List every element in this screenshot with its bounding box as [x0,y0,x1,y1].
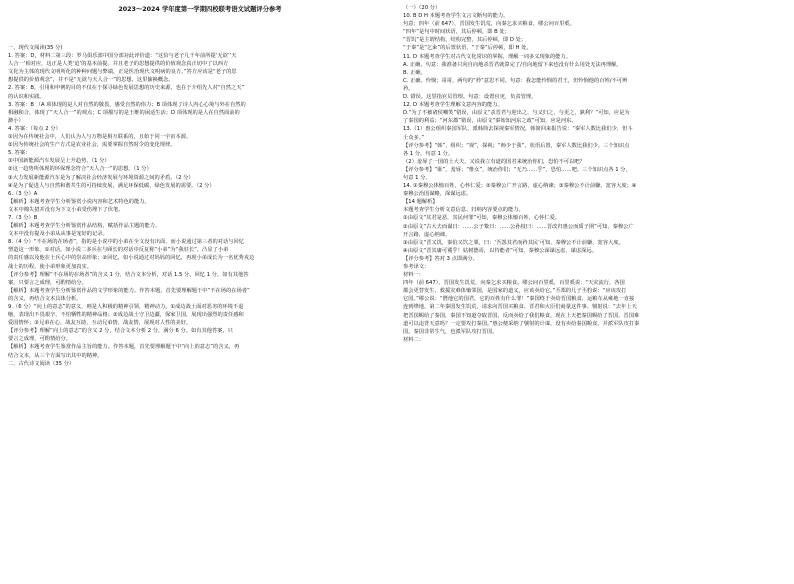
right-column-line: C. 正确。怜悯；哥哥。两句的“矜”意思不同。句意：我怎能怜悯的君王，但怜悯他的百姓/不可辨 [403,77,628,84]
left-column-line: 【解析】本题考查学生分析鉴赏小说内容和艺术特色的能力。 [8,198,150,205]
right-column-line: ③由原文“晋又饥，秦伯又饩之粟，曰：‘吾怨其君而矜其民’可知，秦穆公不计前嫌，宽容大度。 [403,239,624,246]
page-title: 2023～2024 学年度第一学期四校联考语文试题评分参考 [118,6,282,13]
left-column-line: 【解析】本题考查学生分析鉴赏作品的文学形象的能力。作答本题，首先要理解题干中“不在场的在场者” [8,287,250,294]
right-column-line: 10. B D H 本题考查学生文言文断句的能力。 [403,13,509,20]
right-column-line: 11. D 本题考查学生对古代文化常识的掌握，理解一词多义现象的能力。 [403,53,571,60]
right-column-line: 材料二： [403,336,424,343]
left-column-line: 【评分参考】理解“不在场的在场者”的含义 1 分，结合文本分析，对话 1.5 分，回忆 1 分。如有其他答 [8,271,249,278]
left-column-line: ③大力发展新能源汽车是为了解决社会经济发展与环境资源之间的矛盾。（2 分） [8,174,194,181]
left-column-line: 结合文本，从三个方面写出其中的精神。 [8,352,103,359]
right-column-line: 士众多。” [403,134,425,141]
left-column-line: 的责任感以及他在士兵心中的崇高形象；②回忆，如小说通过对妈妈的回忆，再现小弟成长为一名优秀戎边 [8,255,255,262]
left-column-line: 战士的历程，使小弟形象更加真实。 [8,263,92,270]
left-column-line: 9.（6 分）“向上的意志”的意义，则是人积极的精神引领，精神动力。①成边战士面对恶劣的环境不退 [8,304,244,310]
left-column-line: 文本中棉失措并没有为下文小弟受伤埋下了伏笔。 [8,206,124,213]
right-column-line: 14. ①秦穆公体恤百姓，心怀仁爱；②秦穆公广开言路，虚心纳谏；③秦穆公不计前嫌，宽容大度；④ [403,183,637,190]
left-column-line: ④是为了促进人与自然和谐共生的可持续发展，满足环保低碳、绿色发展的需要。（2 分） [8,182,215,189]
left-column-line: 3. 答案：B （A 项体现的是人对自然的敬畏，感受自然的伟力；B 项体现了诗人内心心境与外在自然的 [8,101,246,108]
right-column-line: 连到绛地。第二年秦国发生饥荒，请求向晋国买粮食。晋君和大臣们商量这件事。號射说：“去年上天 [403,304,637,311]
right-column-line: 各 1 分，句意 1 分。 [403,150,454,157]
right-column-line: 本题考查学生分析文意信息、归纳内容要点的能力。 [403,207,524,214]
left-column-line: 二、古代诗文阅读（35 分） [8,360,75,367]
right-column-line: ①由原文“其君是恶，其民何罪”可知，秦穆公体恤百姓，心怀仁爱。 [403,215,561,222]
right-column-line: （一）（20 分） [403,5,441,11]
left-column-line: 缩，表现出不畏艰辛，不怕牺牲的精神品格；②成边战士守卫边疆，保家卫国，展现出强烈的责任感和 [8,312,244,319]
left-column-line: ②这一趋势所体现的环保理念符合“天人合一”的思想。（1 分） [8,166,152,173]
right-column-line: D. 错误。这里指官员管理。句意：设置官吏，负责管理。 [403,94,537,101]
left-column-line: 5. 答案： [8,150,31,157]
left-column [8,44,388,584]
right-column-line: 12. D 本题考查学生理解文意内容的能力。 [403,102,503,109]
right-column-line: “于秦”是“乞籴”的后置状语，“于秦”后停顿，即 H 处。 [403,45,532,52]
right-column-line: （2）羞辱了一国的土大夫，又说我立有道的国君来统治你们，恐怕不可以吧？ [403,158,585,165]
right-column-line: ②由原文“古大夫而谋日：……公子絷曰：……公孙枝曰：……晋改归惠公而质子圉”可知，秦穆公广 [403,223,634,230]
right-column-line: 它国。”缪公说：“僭他它的国君，它的百姓有什么罪！”秦国终于卖给晋国粮食，运粮车从雍地一直接 [403,296,635,303]
right-column-line: 把晋国赐给了秦国，秦国不知道夺取晋国，反而卖给了我们粮食。现在上天把秦国赐给了晋国，晋国难 [403,312,640,319]
left-column-line: 【解析】本题考查学生鉴赏作品主旨的能力。作答本题，首先要理解题干中“向上的意志”的含义，再 [8,344,240,351]
left-column-line: 4. 答案：（每点 2 分） [8,125,61,132]
right-column-line: 都会更替发生，救援灾难体恤邻国，是国家的道义，应该卖给它。”丕郑的儿子丕豹说：“应该攻打 [403,288,627,295]
right-column-line: 句意：四年（前 647），晋国发生饥荒，向秦乞求买粮食。缪公问百里奚。 [403,21,575,28]
left-column-line: 案，只要言之成理，可酌情给分。 [8,279,87,286]
right-column-line: B. 正确。 [403,69,426,76]
right-column-line: 矜。 [403,85,414,92]
left-column-line: 人合一’相对应，这正是人类‘迫’的基本前提。并且老子的思想提供的价值观念真正切中了以西方 [8,61,229,68]
left-column-line: 相融和合，体现了“天人合一”的观点；C 项描写的是王维的闲适生活；D 项体现的是人在自然面前的 [8,109,240,116]
right-column-line: 【14 题解析】 [403,199,438,206]
right-column-line: “四年”是句中时间状语，其后停顿，即 B 处； [403,29,510,36]
left-column-line: 爱国情怀；③兄弟在心，战友互助，互动兄弟情，战友情，展现对人性的美好。 [8,320,192,327]
left-column-line: ①中国新能源汽车发展呈上升趋势。（1 分） [8,158,110,165]
right-column-line: D.“为了不被诸侯嘲笑”错误，由原文“杀晋君与迎出之，与义归之，与更之，孰利？”可知，应是为 [403,110,630,117]
right-column-line: 【评分参考】答对 3 点即满分。 [403,255,478,262]
right-column-line: 秦穆公治国谋略，深谋远虑。 [403,191,472,198]
right-column-line: 开言路，虚心纳谏。 [403,231,451,238]
right-column-line: 13.（1）惠公组织秦国军队，派韩简去探视秦军情况，韩简回来报告说：“秦军人数比我们少，但斗 [403,126,633,133]
left-column-line: 文本中没有提及小弟从从事是宠好的记录。 [8,231,108,238]
left-column-line: 【评分参考】理解“向上的意志”的含义 2 分，结合文本分析 2 分，满分 6 分。如有其他答案，只 [8,328,233,335]
left-column-line: 8.（4 分）“不在场的在场者”，指的是小说中的小弟在全文没有出面，而小说通过第三者的对话与回忆 [8,239,244,246]
left-column-line: 2. 答案：B，引用和申例的目的不仅在于探寻绿色发展思想的历史来源，也在于介绍先人对“自然之天” [8,85,245,92]
right-column-line: 国。秦国非常生气，也派军队攻打晋国。 [403,328,498,335]
left-column-line: ②因为传统社会的生产方式是农业社会，需要掌握自然时令的变化规律。 [8,142,176,149]
right-column-line: 句意 1 分。 [403,174,431,181]
right-column-line: 道可以违背天意吗？一定要攻打秦国。”惠公便采纳了號射的计谋，没有卖给秦国粮食，并派军队攻打秦 [403,320,640,327]
left-column-line: 一、现代文阅读(35 分) [8,45,63,51]
right-column-line: “晋饥”是主谓结构，结构完整，其后停顿，即 D 处； [403,37,527,44]
left-column-line: 【解析】本题考查学生分析鉴赏作品结构，赋括作品主题的能力。 [8,223,161,230]
left-column-line: 6.（3 分）A [8,190,38,197]
right-column-line: 参考译文： [403,264,430,270]
left-column-line: ①因为在传统社会中，人们认为人与万物是相互联系的，且始于同一宇宙本源。 [8,134,192,141]
left-column-line: 塑造这一形象。①对话，如小说二多兵在与顾长的对话中反复称“小弟”为“我驻长”，凸显了小弟 [8,247,229,254]
right-column-line: ④由原文“晋其庸可冀乎！姑树德焉，以待能者”可知，秦穆公深谋远虑，谋虑深远。 [403,247,597,254]
right-column-line: 四年（前 647），晋国发生饥荒，向秦乞求买粮食。缪公问百里奚，百里奚说：“天灾流行，各国 [403,280,625,287]
left-column-line: 想提供的价值观念”，并不是“无欲与天人合一”的思想，这里偷换概念。 [8,77,174,84]
left-column-line: 要言之成理，可酌情给分。 [8,336,71,343]
left-column-line: 1. 答案：D，材料二第三段：罗马俱乐部中国分部対此评价道：“这恰与老子几千年前所提‘无欲’‘天 [8,53,237,60]
right-column-line: A. 正确。句意：我准备只向自向地杀晋君就算完了/自向地留下来也没有什么用处无法再理解。 [403,61,622,68]
right-column-line: 材料一： [403,272,424,279]
left-column-line: 的认识和实践。 [8,93,45,100]
right-column [403,4,783,544]
right-column-line: 了秦国的利益；“河东郡”错误，由原文“秦始知河东之政”可知，应是河东。 [403,118,577,125]
left-column-line: 渺小） [8,117,24,124]
right-column-line: 【评分参考】“耻”，羞辱；“惟女”，统治你们；“无乃……乎”，恐怕……吧。三个知识点各 1 分， [403,166,631,173]
left-column-line: 7.（3 分）B [8,214,38,221]
left-column-line: 文化为主体的现代文明所化的种种问题与弊端，正是医治现代文明病的良方。”答方应该是“老子的思 [8,69,237,76]
right-column-line: 【评分参考】“韩”，组织；“视”，探视；“师少于我”，状语后置，秦军人数比我们少。三个知识点 [403,142,630,149]
left-column-line: 的含义，再结合文本具体分析。 [8,295,82,302]
